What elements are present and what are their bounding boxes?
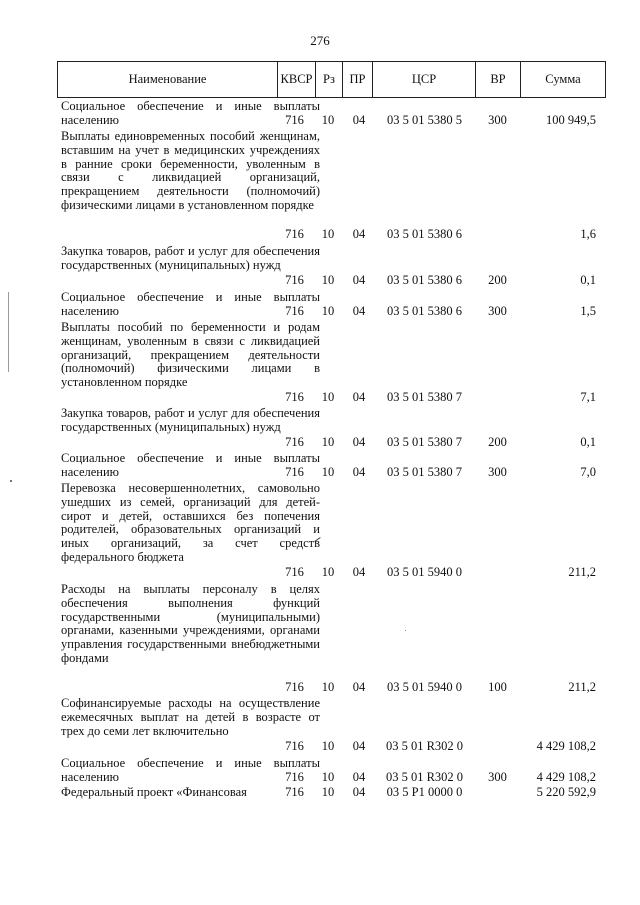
row-sum: 7,1 bbox=[580, 390, 596, 405]
row-kvsr: 716 bbox=[285, 390, 304, 405]
row-pr: 04 bbox=[352, 390, 366, 405]
table-row bbox=[57, 245, 606, 288]
header-csr: ЦСР bbox=[373, 62, 476, 97]
row-sum: 0,1 bbox=[580, 435, 596, 450]
row-kvsr: 716 bbox=[285, 565, 304, 580]
row-csr: 03 5 01 5380 7 bbox=[387, 390, 462, 405]
row-rz: 10 bbox=[321, 435, 335, 450]
row-vr: 100 bbox=[488, 680, 507, 695]
row-kvsr: 716 bbox=[285, 770, 304, 785]
row-kvsr: 716 bbox=[285, 680, 304, 695]
row-kvsr: 716 bbox=[285, 435, 304, 450]
table-row bbox=[57, 321, 606, 405]
row-sum: 1,6 bbox=[580, 227, 596, 242]
row-pr: 04 bbox=[352, 113, 366, 128]
row-name: Социальное обеспечение и иные выплаты населению bbox=[61, 756, 320, 784]
row-sum: 1,5 bbox=[580, 304, 596, 319]
row-sum: 7,0 bbox=[580, 465, 596, 480]
row-pr: 04 bbox=[352, 565, 366, 580]
row-name: Закупка товаров, работ и услуг для обеспечения государственных (муниципальных) нужд bbox=[61, 244, 320, 272]
row-vr: 300 bbox=[488, 465, 507, 480]
row-name: Расходы на выплаты персоналу в целях обеспечения выполнения функций государственными (муниципальными) органами, казенными учреждениями, органами управления государственными внебюджетными фондами bbox=[61, 582, 320, 665]
table-row bbox=[57, 697, 606, 754]
row-pr: 04 bbox=[352, 227, 366, 242]
header-pr: ПР bbox=[343, 62, 373, 97]
row-kvsr: 716 bbox=[285, 739, 304, 754]
row-rz: 10 bbox=[321, 785, 335, 800]
table-row bbox=[57, 757, 606, 785]
row-csr: 03 5 01 5380 6 bbox=[387, 273, 462, 288]
row-csr: 03 5 01 5380 7 bbox=[387, 435, 462, 450]
header-rz: Рз bbox=[316, 62, 343, 97]
row-pr: 04 bbox=[352, 273, 366, 288]
row-name: Закупка товаров, работ и услуг для обеспечения государственных (муниципальных) нужд bbox=[61, 406, 320, 434]
row-pr: 04 bbox=[352, 680, 366, 695]
table-row bbox=[57, 130, 606, 242]
row-name: Социальное обеспечение и иные выплаты населению bbox=[61, 290, 320, 318]
row-rz: 10 bbox=[321, 770, 335, 785]
row-name: Выплаты пособий по беременности и родам женщинам, уволенным в связи с ликвидацией организаций, прекращением деятельности (полномочий) физическими лицами в установленном порядке bbox=[61, 320, 320, 390]
row-sum: 211,2 bbox=[568, 680, 596, 695]
row-sum: 100 949,5 bbox=[546, 113, 596, 128]
row-kvsr: 716 bbox=[285, 304, 304, 319]
row-pr: 04 bbox=[352, 785, 366, 800]
row-rz: 10 bbox=[321, 227, 335, 242]
table-row bbox=[57, 786, 606, 800]
row-csr: 03 5 01 R302 0 bbox=[385, 770, 464, 785]
header-name: Наименование bbox=[58, 62, 278, 97]
row-name: Федеральный проект «Финансовая bbox=[61, 785, 247, 799]
table-row bbox=[57, 407, 606, 450]
row-rz: 10 bbox=[321, 304, 335, 319]
row-vr: 300 bbox=[488, 770, 507, 785]
row-rz: 10 bbox=[321, 273, 335, 288]
margin-mark bbox=[8, 292, 9, 372]
row-sum: 0,1 bbox=[580, 273, 596, 288]
row-rz: 10 bbox=[321, 113, 335, 128]
row-name: Выплаты единовременных пособий женщинам, вставшим на учет в медицинских учреждениях в ранние сроки беременности, уволенным в связи с ликвидацией организаций, прекращением деятельности (полномочий) физическими лицами в установленном порядке bbox=[61, 129, 320, 212]
row-csr: 03 5 P1 0000 0 bbox=[386, 785, 463, 800]
table-row bbox=[57, 291, 606, 319]
table-header bbox=[57, 61, 606, 98]
table-row bbox=[57, 583, 606, 695]
row-csr: 03 5 01 R302 0 bbox=[385, 739, 464, 754]
row-pr: 04 bbox=[352, 739, 366, 754]
row-name: Социальное обеспечение и иные выплаты населению bbox=[61, 99, 320, 127]
row-name: Перевозка несовершеннолетних, самовольно ушедших из семей, организаций для детей-сирот и детей, оставшихся без попечения родителей, образовательных организаций и иных организаций, за счет средств федерального бюджета bbox=[61, 481, 320, 564]
table-row bbox=[57, 452, 606, 480]
row-kvsr: 716 bbox=[285, 113, 304, 128]
table-row bbox=[57, 482, 606, 580]
row-vr: 300 bbox=[488, 304, 507, 319]
row-pr: 04 bbox=[352, 770, 366, 785]
row-sum: 4 429 108,2 bbox=[536, 739, 596, 754]
table-row bbox=[57, 100, 606, 128]
row-csr: 03 5 01 5380 6 bbox=[387, 304, 462, 319]
row-kvsr: 716 bbox=[285, 227, 304, 242]
row-vr: 200 bbox=[488, 273, 507, 288]
row-vr: 200 bbox=[488, 435, 507, 450]
row-sum: 5 220 592,9 bbox=[536, 785, 596, 800]
header-vr: ВР bbox=[476, 62, 521, 97]
header-sum: Сумма bbox=[545, 72, 581, 86]
row-csr: 03 5 01 5940 0 bbox=[387, 680, 462, 695]
row-kvsr: 716 bbox=[285, 785, 304, 800]
row-rz: 10 bbox=[321, 739, 335, 754]
row-rz: 10 bbox=[321, 680, 335, 695]
row-rz: 10 bbox=[321, 465, 335, 480]
row-name: Социальное обеспечение и иные выплаты населению bbox=[61, 451, 320, 479]
row-kvsr: 716 bbox=[285, 465, 304, 480]
row-vr: 300 bbox=[488, 113, 507, 128]
margin-dot bbox=[10, 480, 12, 482]
row-pr: 04 bbox=[352, 304, 366, 319]
row-csr: 03 5 01 5940 0 bbox=[387, 565, 462, 580]
row-kvsr: 716 bbox=[285, 273, 304, 288]
row-rz: 10 bbox=[321, 390, 335, 405]
row-name: Софинансируемые расходы на осуществление ежемесячных выплат на детей в возрасте от трех до семи лет включительно bbox=[61, 696, 320, 738]
row-sum: 4 429 108,2 bbox=[536, 770, 596, 785]
row-csr: 03 5 01 5380 6 bbox=[387, 227, 462, 242]
row-sum: 211,2 bbox=[568, 565, 596, 580]
row-pr: 04 bbox=[352, 465, 366, 480]
row-csr: 03 5 01 5380 7 bbox=[387, 465, 462, 480]
row-rz: 10 bbox=[321, 565, 335, 580]
header-kvsr: КВСР bbox=[278, 62, 316, 97]
page-number: 276 bbox=[310, 33, 330, 48]
row-pr: 04 bbox=[352, 435, 366, 450]
row-csr: 03 5 01 5380 5 bbox=[387, 113, 462, 128]
